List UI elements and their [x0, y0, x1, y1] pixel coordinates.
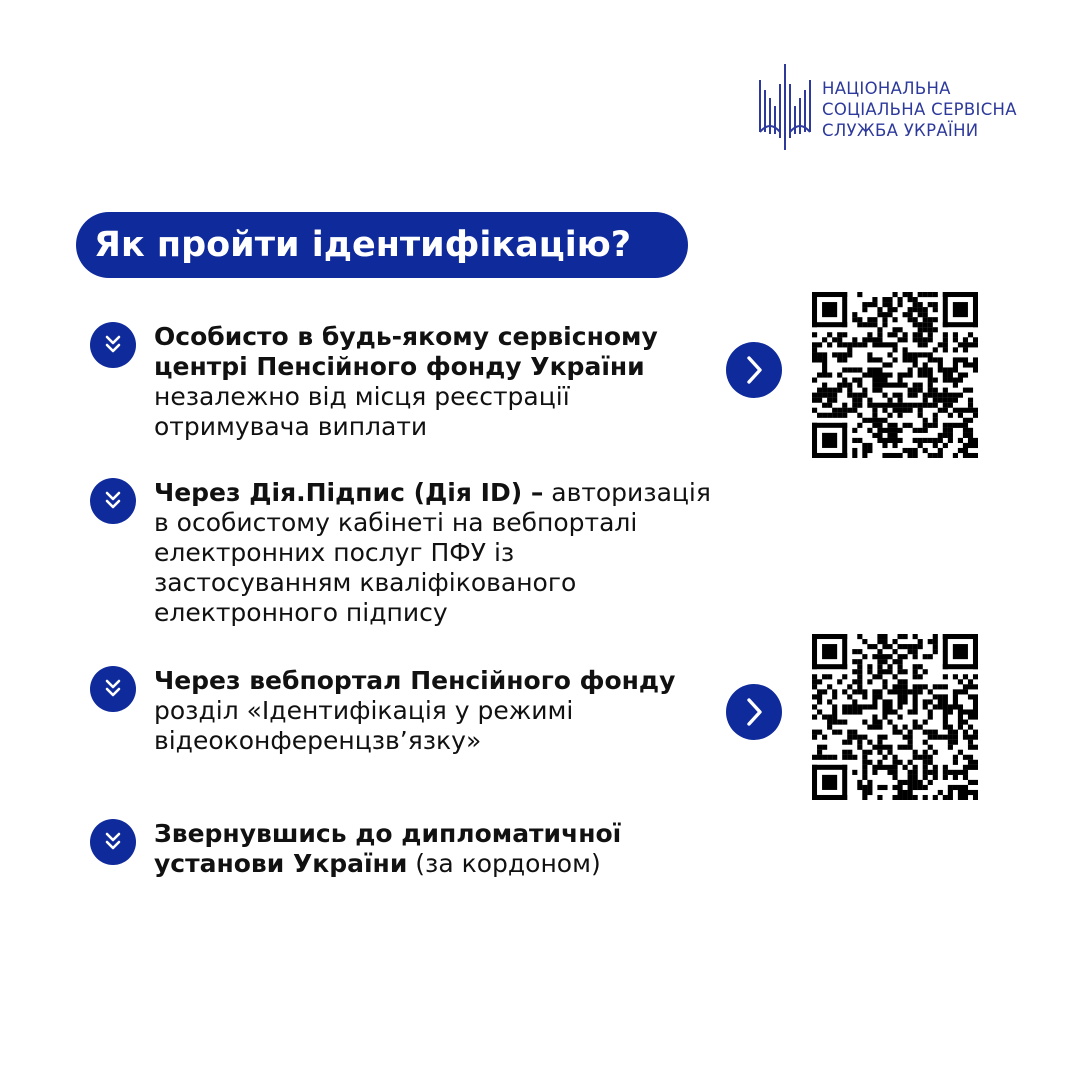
item-text — [154, 666, 675, 756]
logo-line-1: НАЦІОНАЛЬНА — [822, 79, 951, 98]
logo-line-2: СОЦІАЛЬНА СЕРВІСНА — [822, 100, 1017, 119]
chevron-right-icon — [726, 684, 782, 740]
item-first-line — [154, 478, 711, 508]
double-chevron-down-icon — [90, 666, 136, 712]
chevron-right-button-2[interactable] — [726, 684, 782, 740]
logo-wordmark — [822, 78, 1017, 141]
item-inline-rest: авторизація — [543, 478, 711, 507]
double-chevron-down-icon — [90, 819, 136, 865]
item-body-line: незалежно від місця реєстрації — [154, 382, 570, 411]
double-chevron-down-icon — [90, 478, 136, 524]
nssu-logo — [756, 62, 1056, 152]
item-body-line: отримувача виплати — [154, 412, 428, 441]
chevron-right-button-1[interactable] — [726, 342, 782, 398]
qr-code-web-portal[interactable] — [812, 634, 978, 800]
nssu-emblem-icon — [756, 62, 816, 152]
item-text — [154, 819, 621, 879]
item-body-line: розділ «Ідентифікація у режимі — [154, 696, 574, 725]
logo-line-3: СЛУЖБА УКРАЇНИ — [822, 121, 979, 140]
item-text — [154, 322, 658, 442]
title-banner — [76, 212, 688, 278]
page-title: Як пройти ідентифікацію? — [94, 225, 632, 265]
qr-code-service-center[interactable] — [812, 292, 978, 458]
double-chevron-down-icon — [90, 322, 136, 368]
item-last-line — [154, 849, 621, 879]
item-inline-rest: (за кордоном) — [407, 849, 601, 878]
item-body-line: застосуванням кваліфікованого — [154, 568, 577, 597]
item-heading-inline: установи України — [154, 849, 408, 878]
item-body-line: електронних послуг ПФУ із — [154, 538, 515, 567]
item-body-line: відеоконференцзв’язку» — [154, 726, 482, 755]
item-body-line: в особистому кабінеті на вебпорталі — [154, 508, 638, 537]
item-body-line: електронного підпису — [154, 598, 448, 627]
item-heading-line: Звернувшись до дипломатичної — [154, 819, 622, 848]
item-text — [154, 478, 711, 628]
item-heading-inline: Через Дія.Підпис (Дія ID) – — [154, 478, 544, 507]
item-heading-line: Особисто в будь-якому сервісному — [154, 322, 658, 351]
item-heading-line: Через вебпортал Пенсійного фонду — [154, 666, 676, 695]
chevron-right-icon — [726, 342, 782, 398]
item-heading-line: центрі Пенсійного фонду України — [154, 352, 645, 381]
